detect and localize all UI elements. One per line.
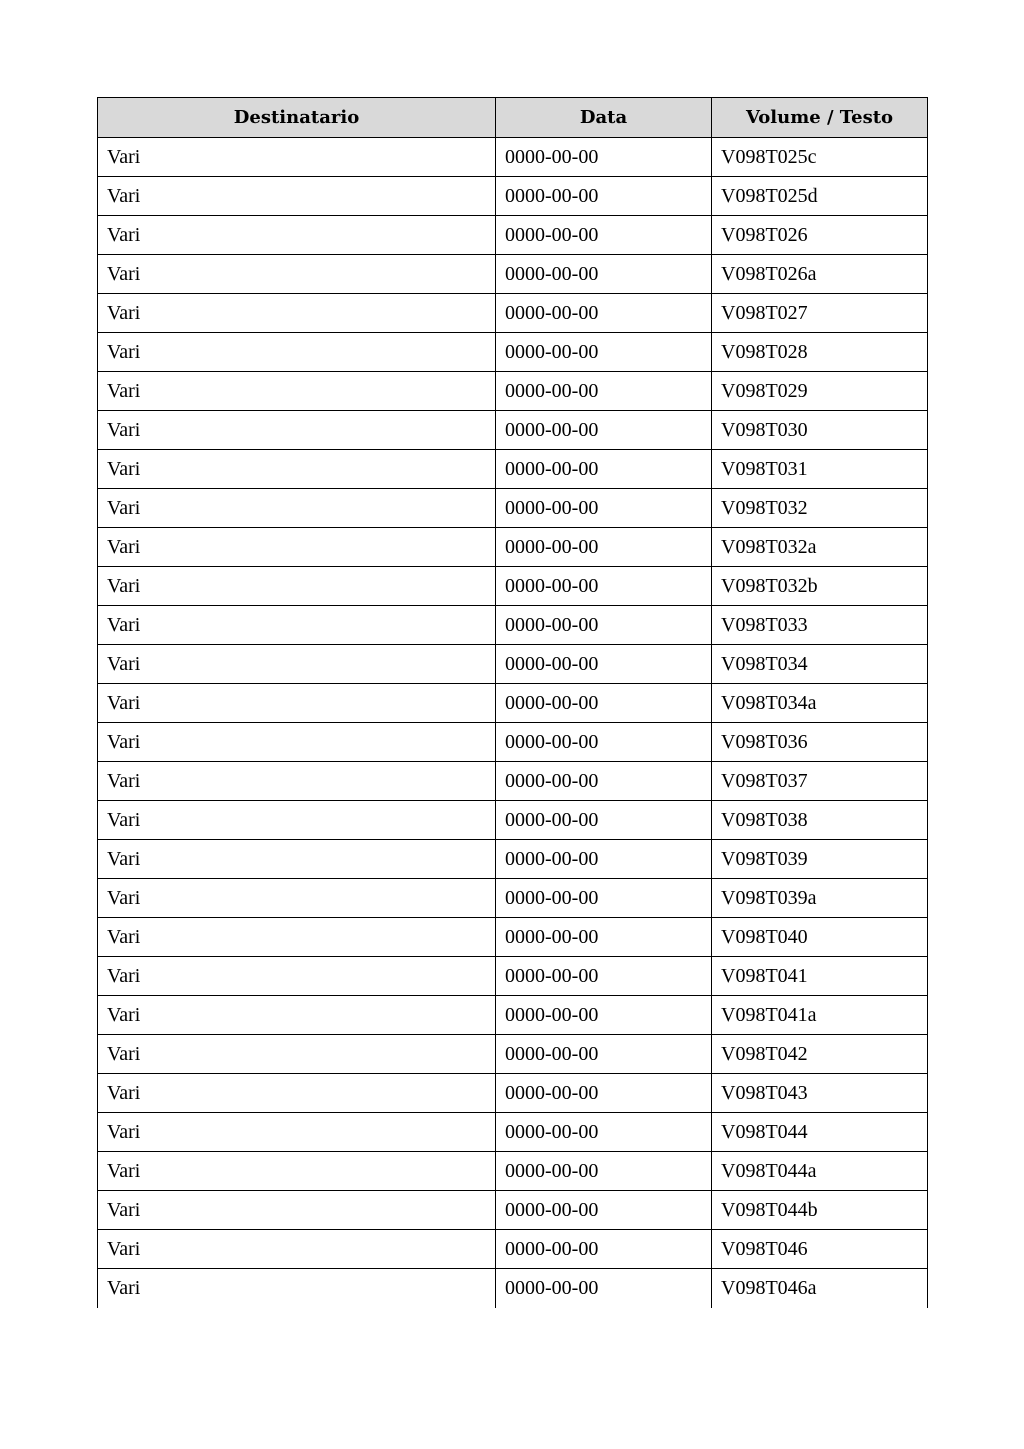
cell-destinatario: Vari (98, 684, 496, 723)
table-row (98, 177, 928, 216)
cell-destinatario: Vari (98, 294, 496, 333)
cell-data: 0000-00-00 (496, 1113, 712, 1152)
cell-data: 0000-00-00 (496, 450, 712, 489)
cell-data: 0000-00-00 (496, 1191, 712, 1230)
cell-data: 0000-00-00 (496, 294, 712, 333)
table-row (98, 216, 928, 255)
table-row (98, 1035, 928, 1074)
cell-data: 0000-00-00 (496, 138, 712, 177)
cell-volume-testo: V098T043 (712, 1074, 928, 1113)
cell-destinatario: Vari (98, 138, 496, 177)
cell-destinatario: Vari (98, 606, 496, 645)
table-row (98, 372, 928, 411)
cell-destinatario: Vari (98, 255, 496, 294)
table-row (98, 801, 928, 840)
table-row (98, 1230, 928, 1269)
table-row (98, 1113, 928, 1152)
cell-data: 0000-00-00 (496, 957, 712, 996)
table-header-row (98, 98, 928, 138)
table-row (98, 762, 928, 801)
cell-volume-testo: V098T034a (712, 684, 928, 723)
cell-volume-testo: V098T032a (712, 528, 928, 567)
table-row (98, 333, 928, 372)
cell-destinatario: Vari (98, 1269, 496, 1308)
cell-data: 0000-00-00 (496, 528, 712, 567)
cell-data: 0000-00-00 (496, 567, 712, 606)
cell-data: 0000-00-00 (496, 411, 712, 450)
cell-volume-testo: V098T044b (712, 1191, 928, 1230)
cell-volume-testo: V098T029 (712, 372, 928, 411)
cell-data: 0000-00-00 (496, 1035, 712, 1074)
cell-data: 0000-00-00 (496, 684, 712, 723)
cell-volume-testo: V098T046 (712, 1230, 928, 1269)
cell-volume-testo: V098T039 (712, 840, 928, 879)
cell-data: 0000-00-00 (496, 1152, 712, 1191)
cell-data: 0000-00-00 (496, 216, 712, 255)
cell-data: 0000-00-00 (496, 762, 712, 801)
cell-data: 0000-00-00 (496, 840, 712, 879)
table-row (98, 450, 928, 489)
table-row (98, 1074, 928, 1113)
cell-data: 0000-00-00 (496, 177, 712, 216)
table-row (98, 918, 928, 957)
cell-destinatario: Vari (98, 840, 496, 879)
cell-destinatario: Vari (98, 996, 496, 1035)
table-row (98, 294, 928, 333)
table-row (98, 1269, 928, 1308)
cell-destinatario: Vari (98, 645, 496, 684)
cell-data: 0000-00-00 (496, 1230, 712, 1269)
cell-data: 0000-00-00 (496, 879, 712, 918)
cell-destinatario: Vari (98, 333, 496, 372)
letters-table (97, 97, 928, 1308)
table-row (98, 411, 928, 450)
column-header-destinatario: Destinatario (98, 98, 496, 138)
cell-volume-testo: V098T034 (712, 645, 928, 684)
cell-destinatario: Vari (98, 411, 496, 450)
cell-destinatario: Vari (98, 957, 496, 996)
cell-volume-testo: V098T026a (712, 255, 928, 294)
cell-volume-testo: V098T044 (712, 1113, 928, 1152)
cell-data: 0000-00-00 (496, 333, 712, 372)
cell-data: 0000-00-00 (496, 489, 712, 528)
table-row (98, 723, 928, 762)
cell-data: 0000-00-00 (496, 1269, 712, 1308)
cell-volume-testo: V098T027 (712, 294, 928, 333)
table-row (98, 1152, 928, 1191)
cell-volume-testo: V098T040 (712, 918, 928, 957)
table-row (98, 996, 928, 1035)
table-row (98, 684, 928, 723)
cell-volume-testo: V098T031 (712, 450, 928, 489)
cell-volume-testo: V098T038 (712, 801, 928, 840)
cell-destinatario: Vari (98, 489, 496, 528)
cell-data: 0000-00-00 (496, 645, 712, 684)
cell-volume-testo: V098T039a (712, 879, 928, 918)
cell-volume-testo: V098T025d (712, 177, 928, 216)
table-row (98, 138, 928, 177)
cell-volume-testo: V098T032 (712, 489, 928, 528)
cell-destinatario: Vari (98, 1113, 496, 1152)
cell-destinatario: Vari (98, 762, 496, 801)
column-header-volume-testo: Volume / Testo (712, 98, 928, 138)
cell-volume-testo: V098T044a (712, 1152, 928, 1191)
cell-data: 0000-00-00 (496, 1074, 712, 1113)
cell-destinatario: Vari (98, 1035, 496, 1074)
cell-volume-testo: V098T041 (712, 957, 928, 996)
cell-volume-testo: V098T026 (712, 216, 928, 255)
cell-volume-testo: V098T041a (712, 996, 928, 1035)
table-row (98, 606, 928, 645)
cell-volume-testo: V098T030 (712, 411, 928, 450)
cell-destinatario: Vari (98, 1152, 496, 1191)
cell-data: 0000-00-00 (496, 372, 712, 411)
table-row (98, 567, 928, 606)
cell-volume-testo: V098T028 (712, 333, 928, 372)
cell-destinatario: Vari (98, 177, 496, 216)
cell-data: 0000-00-00 (496, 918, 712, 957)
cell-destinatario: Vari (98, 216, 496, 255)
table-body (98, 138, 928, 1308)
cell-destinatario: Vari (98, 567, 496, 606)
cell-destinatario: Vari (98, 450, 496, 489)
cell-volume-testo: V098T046a (712, 1269, 928, 1308)
table-row (98, 1191, 928, 1230)
cell-volume-testo: V098T032b (712, 567, 928, 606)
cell-volume-testo: V098T036 (712, 723, 928, 762)
cell-destinatario: Vari (98, 1074, 496, 1113)
table-row (98, 879, 928, 918)
cell-destinatario: Vari (98, 1230, 496, 1269)
cell-volume-testo: V098T025c (712, 138, 928, 177)
cell-destinatario: Vari (98, 372, 496, 411)
cell-destinatario: Vari (98, 528, 496, 567)
table-row (98, 957, 928, 996)
cell-data: 0000-00-00 (496, 801, 712, 840)
table-row (98, 840, 928, 879)
cell-data: 0000-00-00 (496, 606, 712, 645)
cell-destinatario: Vari (98, 879, 496, 918)
table-row (98, 255, 928, 294)
column-header-data: Data (496, 98, 712, 138)
cell-destinatario: Vari (98, 801, 496, 840)
cell-volume-testo: V098T037 (712, 762, 928, 801)
cell-data: 0000-00-00 (496, 255, 712, 294)
table-row (98, 645, 928, 684)
cell-data: 0000-00-00 (496, 996, 712, 1035)
cell-volume-testo: V098T042 (712, 1035, 928, 1074)
table-row (98, 528, 928, 567)
cell-volume-testo: V098T033 (712, 606, 928, 645)
cell-destinatario: Vari (98, 918, 496, 957)
cell-destinatario: Vari (98, 1191, 496, 1230)
cell-destinatario: Vari (98, 723, 496, 762)
table-row (98, 489, 928, 528)
cell-data: 0000-00-00 (496, 723, 712, 762)
table-header (98, 98, 928, 138)
